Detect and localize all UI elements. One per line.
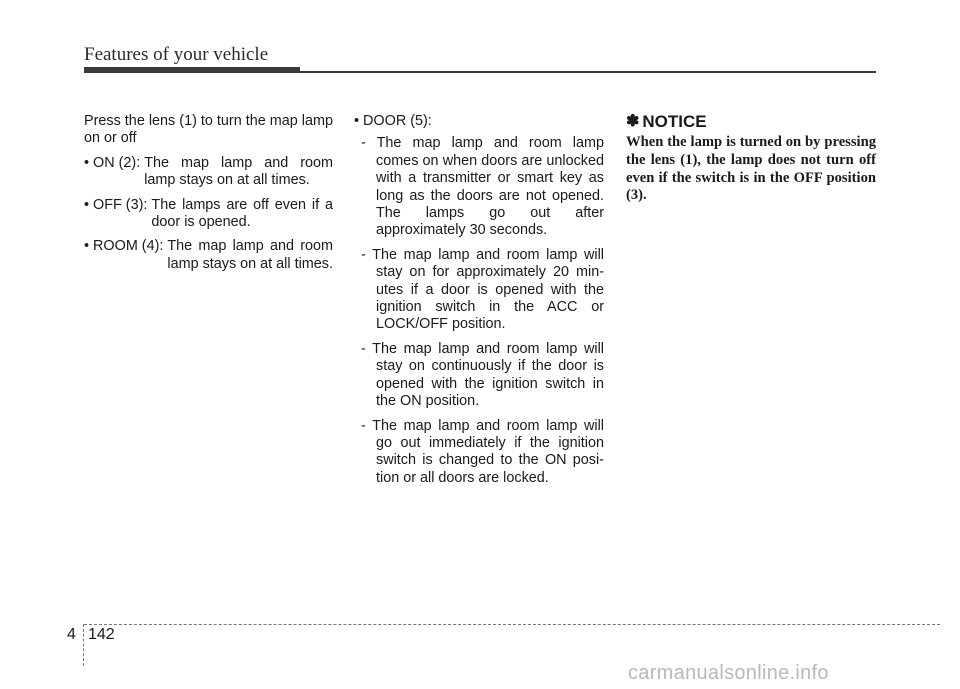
header-rule-thin [300,71,876,73]
item-term: • ON (2): [84,154,141,171]
header-rule-thick [84,67,300,73]
page-header-title: Features of your vehicle [84,44,269,65]
page-number: 142 [88,626,115,643]
asterisk-icon: ✽ [626,113,640,130]
list-item: - The map lamp and room lamp comes on when doors are unlocked with a transmitter or smart key as long as the doors are not opened. The lamps go out after approximately 30 seconds. [361,135,604,239]
list-item-off [84,197,333,232]
chapter-number: 4 [67,626,76,643]
intro-paragraph: Press the lens (1) to turn the map lamp on or off [84,113,333,147]
notice-title: NOTICE [642,112,707,131]
notice-heading [626,113,876,130]
item-description: The lamps are off even if a door is opened. [151,196,333,231]
list-item: - The map lamp and room lamp will stay on continuously if the door is opened with the ignition switch in the ON position. [361,340,604,410]
list-item-on [84,155,333,190]
item-description: The map lamp and room lamp stays on at all times. [144,154,333,189]
item-term: • OFF (3): [84,196,148,213]
list-item-room [84,238,333,273]
footer-rule [84,624,940,625]
item-description: The map lamp and room lamp stays on at all times. [167,238,333,272]
list-item: - The map lamp and room lamp will go out immediately if the ignition switch is changed to the ON posi- tion or all doors are locked. [361,417,604,486]
footer-divider [83,624,84,666]
watermark: carmanualsonline.info [628,662,829,684]
list-item: - The map lamp and room lamp will stay on for approximately 20 min- utes if a door is opened with the ignition switch in the ACC or LOCK/OFF position. [361,246,604,333]
notice-body: When the lamp is turned on by pressing the lens (1), the lamp does not turn off even if the switch is in the OFF position (3). [626,134,876,204]
notice-box [626,113,876,205]
column-1 [84,113,333,280]
item-term: • ROOM (4): [84,238,164,255]
door-heading: • DOOR (5): [354,113,432,129]
column-2 [354,113,604,494]
